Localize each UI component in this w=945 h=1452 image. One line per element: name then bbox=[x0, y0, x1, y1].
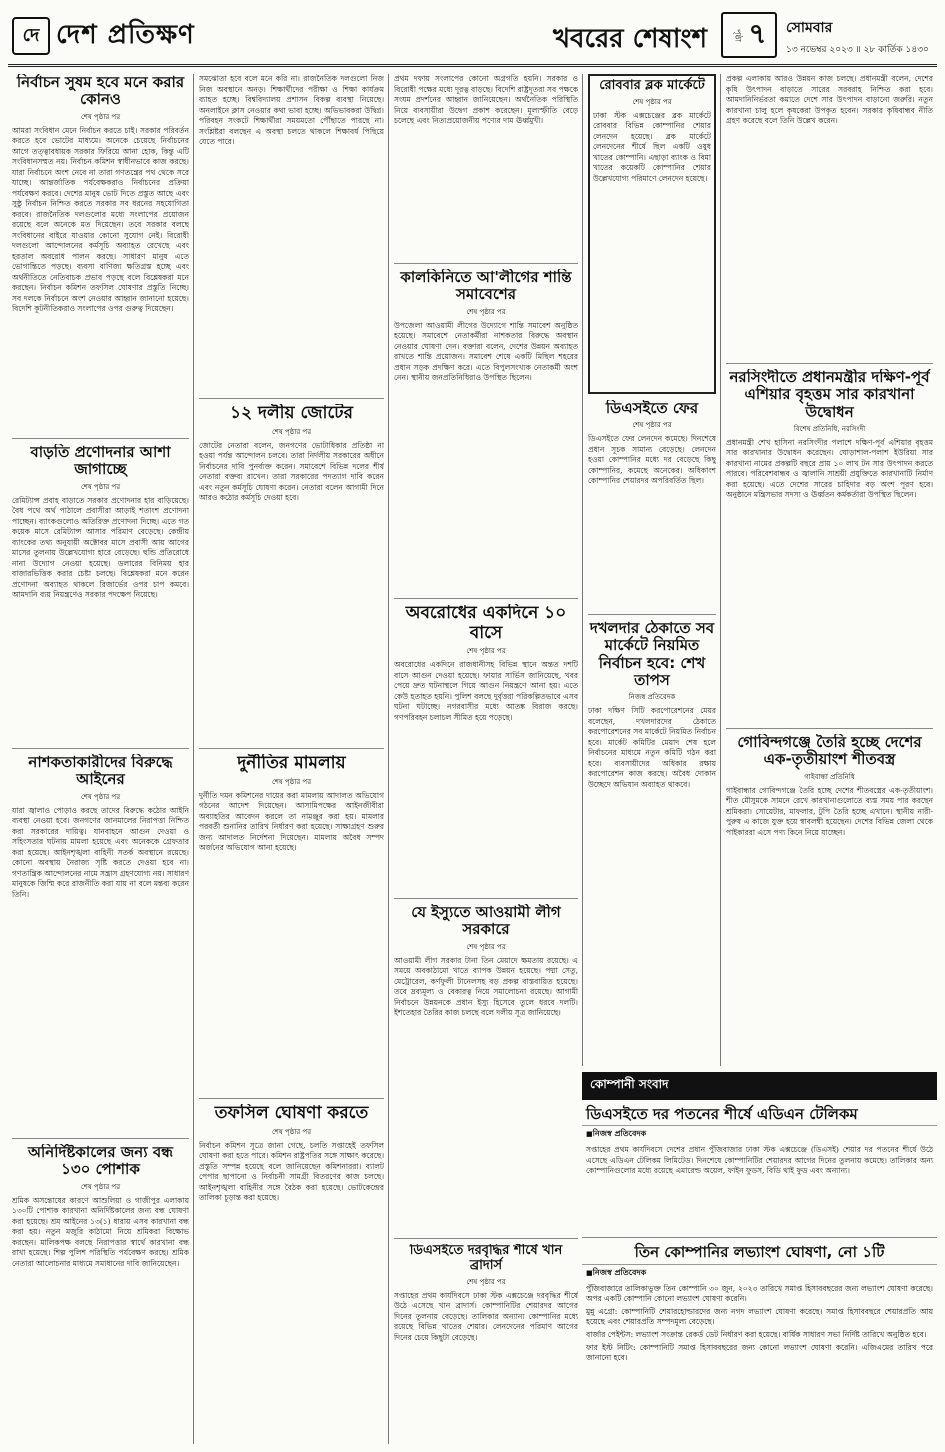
column-3 bbox=[390, 74, 582, 1444]
article-byline: শেষ পৃষ্ঠার পর bbox=[80, 482, 121, 491]
article-headline: রোববার ব্লক মার্কেটে bbox=[599, 78, 705, 93]
article-market-election[interactable] bbox=[588, 620, 716, 1064]
dividend-list bbox=[582, 1284, 937, 1363]
article-body: উপজেলা আওয়ামী লীগের উদ্যোগে শান্তি সমাবেশ অনুষ্ঠিত হয়েছে। সমাবেশে নেতাকর্মীরা নাশকতার বিরুদ্ধে অবস্থান নেওয়ার ঘোষণা দেন। বক্তারা বলেন, দেশের উন্নয়ন অব্যাহত রাখতে শান্তি প্রয়োজন। সমাবেশ শেষে একটি মিছিল শহরের প্রধান সড়ক প্রদক্ষিণ করে। এতে বিপুলসংখ্যক নেতাকর্মী অংশ নেন। স্থানীয় জনপ্রতিনিধিরাও উপস্থিত ছিলেন। bbox=[394, 320, 578, 382]
column-divider bbox=[193, 74, 194, 1444]
article-headline: নরসিংদীতে প্রধানমন্ত্রীর দক্ষিণ-পূর্ব এশিয়ার বৃহত্তম সার কারখানা উদ্বোধন bbox=[729, 369, 930, 421]
article-byline: শেষ পৃষ্ঠার পর bbox=[80, 112, 121, 121]
article-12-party-alliance[interactable] bbox=[199, 404, 384, 749]
article-byline: শেষ পৃষ্ঠার পর bbox=[80, 1182, 121, 1191]
list-item: বার্জার পেইন্টস: লভ্যাংশ সংক্রান্ত রেকর্ড ডেট নির্ধারণ করা হয়েছে। বার্ষিক সাধারণ সভা নির্দিষ্ট তারিখে অনুষ্ঠিত হবে। bbox=[586, 1329, 927, 1339]
article-body: অবরোধের একদিনে রাজধানীসহ বিভিন্ন স্থানে অন্তত দশটি বাসে আগুন দেওয়া হয়েছে। ফায়ার সার্ভিস জানিয়েছে, খবর পেয়ে দ্রুত ঘটনাস্থলে গিয়ে আগুন নিয়ন্ত্রণে আনা হয়। এতে কেউ হতাহত হয়নি। পুলিশ বলছে দুর্বৃত্তরা পরিকল্পিতভাবে এসব ঘটনা ঘটাচ্ছে। নগরবাসীর মধ্যে আতঙ্ক বিরাজ করছে। গণপরিবহন চলাচল সীমিত হয়ে পড়েছে। bbox=[394, 660, 578, 722]
article-byline: শেষ পৃষ্ঠার পর bbox=[466, 1277, 506, 1286]
article-byline: বিশেষ প্রতিনিধি, নরসিংদী bbox=[793, 424, 866, 433]
page-number-box bbox=[721, 12, 777, 58]
column-1 bbox=[8, 74, 193, 1444]
article-kalkini-rally[interactable] bbox=[394, 269, 578, 599]
article-headline: ডিএসইতে ফের bbox=[605, 400, 699, 417]
article-byline: শেষ পৃষ্ঠার পর bbox=[271, 427, 312, 436]
article-bus-fire[interactable] bbox=[394, 604, 578, 899]
article-schedule[interactable] bbox=[199, 1104, 384, 1438]
article-dse-again[interactable] bbox=[588, 400, 716, 615]
column-divider bbox=[388, 74, 389, 1444]
article-byline: শেষ পৃষ্ঠার পর bbox=[632, 97, 672, 106]
article-headline: যে ইস্যুতে আওয়ামী লীগ সরকারে bbox=[411, 904, 561, 939]
article-headline: ডিএসইতে দরবৃদ্ধির শীর্ষে খান ব্রাদার্স bbox=[409, 1244, 563, 1273]
article-headline: অনির্দিষ্টকালের জন্য বন্ধ ১৩০ পোশাক bbox=[27, 1144, 174, 1179]
column-4 bbox=[584, 74, 720, 1066]
section-title: খবরের শেষাংশ bbox=[552, 24, 707, 54]
article-headline: অবরোধের একদিনে ১০ বাসে bbox=[405, 604, 567, 643]
date-text: ১৩ নভেম্বর ২০২৩ ॥ ২৮ কার্তিক ১৪৩০ bbox=[786, 45, 929, 55]
article-byline: শেষ পৃষ্ঠার পর bbox=[466, 307, 506, 316]
article-body: সপ্তাহের প্রথম কার্যদিবসে ঢাকা স্টক এক্সচেঞ্জে দরবৃদ্ধির শীর্ষে উঠে এসেছে খান ব্রাদার্স। কোম্পানিটির শেয়ারদর আগের দিনের তুলনায় বেড়েছে। তালিকার অন্যান্য কোম্পানির মধ্যে রয়েছে বিভিন্ন খাতের শেয়ার। লেনদেনের পরিমাণ আগের দিনের চেয়ে কিছুটা বেড়েছে। bbox=[394, 1290, 578, 1342]
masthead bbox=[8, 6, 937, 67]
article-body: জোটের নেতারা বলেন, জনগণের ভোটাধিকার প্রতিষ্ঠা না হওয়া পর্যন্ত আন্দোলন চলবে। তারা নির্দলীয় সরকারের অধীনে নির্বাচনের দাবি পুনর্ব্যক্ত করেন। সমাবেশে বিভিন্ন দলের শীর্ষ নেতারা বক্তব্য রাখেন। তারা সরকারের পদত্যাগ দাবি করেন এবং নতুন কর্মসূচি ঘোষণা করেন। নেতারা বলেন আগামী দিনে আরও কঠোর কর্মসূচি দেওয়া হবে। bbox=[199, 440, 384, 503]
article-body: আওয়ামী লীগ সরকার টানা তিন মেয়াদে ক্ষমতায় রয়েছে। এ সময়ে অবকাঠামো খাতে ব্যাপক উন্নয়ন হয়েছে। পদ্মা সেতু, মেট্রোরেল, কর্ণফুলী টানেলসহ বড় প্রকল্প বাস্তবায়িত হয়েছে। তবে দ্রব্যমূল্য ও বেকারত্ব নিয়ে সমালোচনা রয়েছে। আগামী নির্বাচনে উন্নয়নকে প্রধান ইস্যু হিসেবে তুলে ধরবে দলটি। ইশতেহার তৈরির কাজ চলছে বলে দলীয় সূত্র জানিয়েছে। bbox=[394, 955, 578, 1017]
article-headline: কালকিনিতে আ'লীগের শান্তি সমাবেশের bbox=[400, 269, 572, 304]
logo-text: দেশ প্রতিক্ষণ bbox=[56, 20, 195, 50]
article-byline: শেষ পৃষ্ঠার পর bbox=[466, 942, 506, 951]
article-khan-brothers[interactable] bbox=[394, 1244, 578, 1438]
article-corruption-case[interactable] bbox=[199, 754, 384, 1099]
article-byline: ■ নিজস্ব প্রতিবেদক bbox=[586, 1267, 933, 1280]
article-body: প্রথম দফায় সংলাপের কোনো অগ্রগতি হয়নি। সরকার ও বিরোধী পক্ষের মধ্যে দূরত্ব বাড়ছে। বিদেশি রাষ্ট্রদূতরা সব পক্ষকে সংযম প্রদর্শনের আহ্বান জানিয়েছেন। অর্থনৈতিক পরিস্থিতি নিয়ে ব্যবসায়ীরা উদ্বেগ প্রকাশ করেছেন। মূল্যস্ফীতি বেড়ে চলেছে এবং নিত্যপ্রয়োজনীয় পণ্যের দাম ঊর্ধ্বমুখী। bbox=[394, 74, 578, 125]
article-awami-league-issues[interactable] bbox=[394, 904, 578, 1239]
article-headline: নির্বাচন সুষম হবে মনে করার কোনও bbox=[16, 74, 185, 109]
article-byline: শেষ পৃষ্ঠার পর bbox=[632, 421, 672, 430]
article-byline: শেষ পৃষ্ঠার পর bbox=[80, 792, 121, 801]
column-divider bbox=[582, 74, 583, 1066]
article-byline: শেষ পৃষ্ঠার পর bbox=[271, 1127, 312, 1136]
article-garments[interactable] bbox=[12, 1144, 189, 1438]
list-item: ফার ইস্ট নিটিং: কোম্পানিটি সমাপ্ত হিসাববছরের জন্য কোনো লভ্যাংশ ঘোষণা করেনি। এজিএমের তারিখ পরে জানানো হবে। bbox=[586, 1342, 933, 1362]
article-headline: তফসিল ঘোষণা করতে bbox=[214, 1104, 369, 1123]
day-name: সোমবার bbox=[786, 20, 833, 36]
dateline bbox=[786, 16, 931, 57]
company-news-band: কোম্পানী সংবাদ bbox=[582, 1072, 937, 1100]
article-body: ঢাকা স্টক এক্সচেঞ্জের ব্লক মার্কেটে রোববার বিভিন্ন কোম্পানির শেয়ার লেনদেন হয়েছে। ব্লক মার্কেটে লেনদেনের শীর্ষে ছিল একটি ওষুধ খাতের কোম্পানি। এছাড়া ব্যাংক ও বিমা খাতের কয়েকটি কোম্পানির শেয়ার উল্লেখযোগ্য পরিমাণে লেনদেন হয়েছে। bbox=[593, 110, 711, 183]
article-continuation[interactable] bbox=[394, 74, 578, 264]
article-body: নির্বাচন কমিশন সূত্রে জানা গেছে, চলতি সপ্তাহেই তফসিল ঘোষণা করা হতে পারে। কমিশন রাষ্ট্রপতির সঙ্গে সাক্ষাৎ করেছে। প্রস্তুতি সম্পন্ন হয়েছে বলে জানিয়েছেন কমিশনাররা। ব্যালট পেপার ছাপানো ও নির্বাচনী সামগ্রী বিতরণের কাজ চলছে। আইনশৃঙ্খলা বাহিনীর সঙ্গে বৈঠক করা হয়েছে। ভোটকেন্দ্রের তালিকা চূড়ান্ত করা হয়েছে। bbox=[199, 1140, 384, 1203]
logo-mark-icon: দে bbox=[12, 17, 50, 55]
article-dividend[interactable] bbox=[582, 1237, 937, 1362]
article-body: দুর্নীতি দমন কমিশনের দায়ের করা মামলায় আদালত অভিযোগ গঠনের আদেশ দিয়েছেন। আসামিপক্ষের আইনজীবীরা অব্যাহতির আবেদন করলে তা নামঞ্জুর করা হয়। মামলার পরবর্তী শুনানির তারিখ নির্ধারণ করা হয়েছে। সাক্ষ্যগ্রহণ শুরুর জন্য আদালত নির্দেশনা দিয়েছেন। মামলায় অবৈধ সম্পদ অর্জনের অভিযোগ আনা হয়েছে। bbox=[199, 790, 384, 853]
article-winter-clothes[interactable] bbox=[726, 734, 933, 1058]
newspaper-logo[interactable] bbox=[12, 18, 195, 54]
article-headline: দখলদার ঠেকাতে সব মার্কেটে নিয়মিত নির্বাচন হবে: শেখ তাপস bbox=[589, 620, 715, 689]
article-body: সমঝোতা হবে বলে মনে করি না। রাজনৈতিক দলগুলো নিজ নিজ অবস্থানে অনড়। শিক্ষার্থীদের পরীক্ষা ও শিক্ষা কার্যক্রম ব্যাহত হচ্ছে। বিশ্ববিদ্যালয় প্রশাসন বিকল্প ব্যবস্থা নিয়েছে। অনলাইনে ক্লাস নেওয়ার কথা ভাবা হচ্ছে। অভিভাবকরা উদ্বিগ্ন। পরিবহন সংকটে শিক্ষার্থীরা সময়মতো পৌঁছাতে পারছে না। সংশ্লিষ্টরা বলছেন এ অবস্থা চলতে থাকলে শিক্ষাবর্ষ পিছিয়ে যেতে পারে। bbox=[199, 74, 384, 146]
article-byline: শেষ পৃষ্ঠার পর bbox=[271, 777, 312, 786]
article-adn-telecom[interactable] bbox=[582, 1100, 937, 1233]
article-body: প্রকল্প এলাকায় আরও উন্নয়ন কাজ চলছে। প্রধানমন্ত্রী বলেন, দেশের কৃষি উৎপাদন বাড়াতে সারের সরবরাহ নিশ্চিত করা হবে। আমদানিনির্ভরতা কমাতে দেশে সার উৎপাদন বাড়ানো জরুরি। নতুন কারখানা চালু হলে কৃষকেরা উপকৃত হবেন। সরকার কৃষিবান্ধব নীতি গ্রহণ করেছে বলে তিনি উল্লেখ করেন। bbox=[726, 74, 933, 125]
column-2 bbox=[195, 74, 388, 1444]
column-divider bbox=[720, 74, 721, 1066]
article-body: গাইবান্ধার গোবিন্দগঞ্জে তৈরি হচ্ছে দেশের শীতবস্ত্রের এক-তৃতীয়াংশ। শীত মৌসুমকে সামনে রেখে কারখানাগুলোতে ব্যস্ত সময় পার করছেন শ্রমিকরা। সোয়েটার, মাফলার, টুপি তৈরি হচ্ছে এখানে। স্থানীয় নারী-পুরুষ এ কাজে যুক্ত হয়ে স্বাবলম্বী হয়েছেন। দেশের বিভিন্ন জেলা থেকে পাইকাররা এসে পণ্য কিনে নিয়ে যাচ্ছেন। bbox=[726, 785, 933, 837]
article-byline: শেষ পৃষ্ঠার পর bbox=[466, 647, 506, 656]
article-body: প্রধানমন্ত্রী শেখ হাসিনা নরসিংদীর পলাশে দক্ষিণ-পূর্ব এশিয়ার বৃহত্তম সার কারখানার উদ্বোধন করেছেন। ঘোড়াশাল-পলাশ ইউরিয়া সার কারখানা নামের প্রকল্পটি বছরে প্রায় ১০ লাখ টন সার উৎপাদন করতে পারবে। পরিবেশবান্ধব ও জ্বালানি সাশ্রয়ী প্রযুক্তিতে কারখানাটি নির্মাণ করা হয়েছে। এতে দেশের সারের চাহিদার বড় অংশ পূরণ হবে। অনুষ্ঠানে মন্ত্রিসভার সদস্য ও ঊর্ধ্বতন কর্মকর্তারা উপস্থিত ছিলেন। bbox=[726, 437, 933, 500]
article-incentive[interactable] bbox=[12, 444, 189, 749]
article-byline: ■ নিজস্ব প্রতিবেদক bbox=[586, 1128, 933, 1141]
column-5 bbox=[722, 74, 937, 1066]
article-byline: গাইবান্ধা প্রতিনিধি bbox=[804, 772, 855, 781]
article-headline: ১২ দলীয় জোটের bbox=[230, 404, 353, 423]
article-fertilizer-factory[interactable] bbox=[726, 369, 933, 729]
page-label: পৃষ্ঠা bbox=[733, 28, 743, 42]
article-body: ডিএসইতে ফের লেনদেন কমেছে। দিনশেষে প্রধান সূচক সামান্য বেড়েছে। লেনদেন হওয়া কোম্পানির মধ্যে দর বেড়েছে কিছু কোম্পানির, কমেছে অনেকের। অধিকাংশ কোম্পানির শেয়ারদর অপরিবর্তিত ছিল। bbox=[588, 434, 716, 486]
article-body: শ্রমিক অসন্তোষের কারণে আশুলিয়া ও গাজীপুর এলাকায় ১৩০টি পোশাক কারখানা অনির্দিষ্টকালের জন্য বন্ধ ঘোষণা করা হয়েছে। শ্রম আইনের ১৩(১) ধারায় এসব কারখানা বন্ধ করা হয়। নতুন মজুরি কাঠামো নিয়ে শ্রমিকরা বিক্ষোভ করছেন। মালিকপক্ষ বলছে নিরাপত্তার স্বার্থে কারখানা বন্ধ রাখা হয়েছে। শিল্প পুলিশ পরিস্থিতি পর্যবেক্ষণ করছে। শ্রমিক নেতারা আলোচনার মাধ্যমে সমাধানের দাবি জানিয়েছেন। bbox=[12, 1195, 189, 1268]
article-headline: নাশকতাকারীদের বিরুদ্ধে আইনের bbox=[28, 754, 173, 789]
article-byline: নিজস্ব প্রতিবেদক bbox=[628, 693, 676, 701]
article-election[interactable] bbox=[12, 74, 189, 439]
article-body: রেমিট্যান্স প্রবাহ বাড়াতে সরকার প্রণোদনার হার বাড়িয়েছে। বৈধ পথে অর্থ পাঠালে প্রবাসীরা আড়াই শতাংশ প্রণোদনা পাচ্ছেন। ব্যাংকগুলোও অতিরিক্ত প্রণোদনা দিচ্ছে। এতে গত কয়েক মাসে রেমিট্যান্স আসার পরিমাণ বেড়েছে। কেন্দ্রীয় ব্যাংকের তথ্য অনুযায়ী অক্টোবর মাসে প্রবাসী আয় আগের মাসের তুলনায় উল্লেখযোগ্য হারে বেড়েছে। হুন্ডি প্রতিরোধে নানা উদ্যোগ নেওয়া হয়েছে। ডলারের বিনিময় হার বাজারভিত্তিক করার চেষ্টা চলছে। বিশ্লেষকরা মনে করেন প্রণোদনা অব্যাহত থাকলে রিজার্ভের ওপর চাপ কমবে। আমদানি ব্যয় নিয়ন্ত্রণেও সরকার পদক্ষেপ নিয়েছে। bbox=[12, 495, 189, 599]
article-block-market[interactable] bbox=[588, 74, 716, 394]
article-headline: বাড়তি প্রণোদনার আশা জাগাচ্ছে bbox=[30, 444, 171, 479]
company-news-section bbox=[582, 1072, 937, 1366]
article-headline: ডিএসইতে দর পতনের শীর্ষে এডিএন টেলিকম bbox=[582, 1100, 937, 1126]
article-headline: তিন কোম্পানির লভ্যাংশ ঘোষণা, নো ১টি bbox=[582, 1238, 937, 1264]
article-body: ঢাকা দক্ষিণ সিটি করপোরেশনের মেয়র বলেছেন, দখলদারদের ঠেকাতে করপোরেশনের সব মার্কেটে নিয়মিত নির্বাচন হবে। মার্কেট কমিটির মেয়াদ শেষ হলে নির্বাচনের মাধ্যমে নতুন কমিটি গঠন করা হবে। ব্যবসায়ীদের অধিকার রক্ষায় করপোরেশন কাজ করছে। অবৈধ দোকান উচ্ছেদে অভিযান অব্যাহত থাকবে। bbox=[588, 706, 716, 789]
article-headline: গোবিন্দগঞ্জে তৈরি হচ্ছে দেশের এক-তৃতীয়াংশ শীতবস্ত্র bbox=[737, 734, 922, 769]
page-number: ৭ bbox=[748, 16, 767, 50]
list-item: মুন্নু এগ্রো: কোম্পানিটি শেয়ারহোল্ডারদের জন্য নগদ লভ্যাংশ ঘোষণা করেছে। সমাপ্ত হিসাববছরে শেয়ারপ্রতি আয় হয়েছে এবং শেয়ারপ্রতি সম্পদমূল্য বেড়েছে। bbox=[586, 1306, 933, 1326]
article-continuation[interactable] bbox=[199, 74, 384, 399]
article-headline: দুর্নীতির মামলায় bbox=[237, 754, 346, 773]
article-body: আমরা সংবিধান মেনে নির্বাচন করতে চাই। সরকার পরিবর্তন করতে হবে ভোটের মাধ্যমে। অনেকে চেয়েছে নির্বাচনের আগে তত্ত্বাবধায়ক সরকার ফিরিয়ে আনা হোক, কিন্তু এটি সংবিধানসম্মত নয়। নির্বাচন কমিশন স্বাধীনভাবে কাজ করছে। যারা নির্বাচনে অংশ নেবে না তারা গণতন্ত্রের পথ থেকে সরে যাচ্ছে। আন্তর্জাতিক পর্যবেক্ষকরাও নির্বাচনের প্রক্রিয়া পর্যবেক্ষণ করবে। দেশের মানুষ ভোট দিতে প্রস্তুত আছে এবং সুষ্ঠু নির্বাচন নিশ্চিত করতে সরকার সব ধরনের সহযোগিতা করবে। রাজনৈতিক দলগুলোর মধ্যে সংলাপের প্রয়োজন রয়েছে বলে অনেকে মত দিয়েছেন। তবে সরকার বলছে সংবিধানের বাইরে যাওয়ার কোনো সুযোগ নেই। বিরোধী দলগুলো আন্দোলনের কর্মসূচি অব্যাহত রেখেছে এবং হরতাল অবরোধ পালন করছে। সাধারণ মানুষ এতে ভোগান্তিতে পড়ছে। ব্যবসা বাণিজ্য ক্ষতিগ্রস্ত হচ্ছে এবং অর্থনীতিতে নেতিবাচক প্রভাব পড়ছে বলে বিশ্লেষকরা মনে করছেন। নির্বাচন কমিশন তফসিল ঘোষণার প্রস্তুতি নিচ্ছে। সব দলকে নির্বাচনে অংশ নেওয়ার আহ্বান জানানো হয়েছে। বিদেশি কূটনীতিকরাও সংলাপের ওপর গুরুত্ব দিয়েছেন। bbox=[12, 125, 189, 313]
article-saboteurs[interactable] bbox=[12, 754, 189, 1139]
article-body: যারা জ্বালাও পোড়াও করছে তাদের বিরুদ্ধে কঠোর আইনি ব্যবস্থা নেওয়া হবে। জনগণের জানমালের নিরাপত্তা নিশ্চিত করা সরকারের দায়িত্ব। যানবাহনে আগুন দেওয়া ও সহিংসতার ঘটনায় মামলা হয়েছে এবং অনেককে গ্রেফতার করা হয়েছে। আইনশৃঙ্খলা বাহিনী সতর্ক অবস্থানে রয়েছে। কোনো অবস্থায় নৈরাজ্য সৃষ্টি করতে দেওয়া হবে না। গণতান্ত্রিক আন্দোলনের নামে সন্ত্রাস গ্রহণযোগ্য নয়। সাধারণ মানুষকে জিম্মি করে রাজনীতি করা যায় না বলে মন্তব্য করেন তিনি। bbox=[12, 805, 189, 899]
article-body: সপ্তাহের প্রথম কার্যদিবসে দেশের প্রধান পুঁজিবাজার ঢাকা স্টক এক্সচেঞ্জে (ডিএসই) শেয়ার দর পতনের শীর্ষে উঠে এসেছে এডিএন টেলিকম লিমিটেড। দিনশেষে কোম্পানিটির শেয়ারদর আগের দিনের তুলনায় কমেছে। তালিকার অন্য কোম্পানিগুলোর মধ্যে রয়েছে এমারেল্ড অয়েল, ফাইন ফুডস, বিডি থাই ফুড এবং অন্যান্য। bbox=[586, 1145, 933, 1176]
article-continuation[interactable] bbox=[726, 74, 933, 364]
list-item: পুঁজিবাজারে তালিকাভুক্ত তিন কোম্পানি ৩০ জুন, ২০২৩ তারিখে সমাপ্ত হিসাববছরের জন্য লভ্যাংশ ঘোষণা করেছে। অপর একটি কোম্পানি কোনো লভ্যাংশ ঘোষণা করেনি। bbox=[586, 1283, 933, 1303]
